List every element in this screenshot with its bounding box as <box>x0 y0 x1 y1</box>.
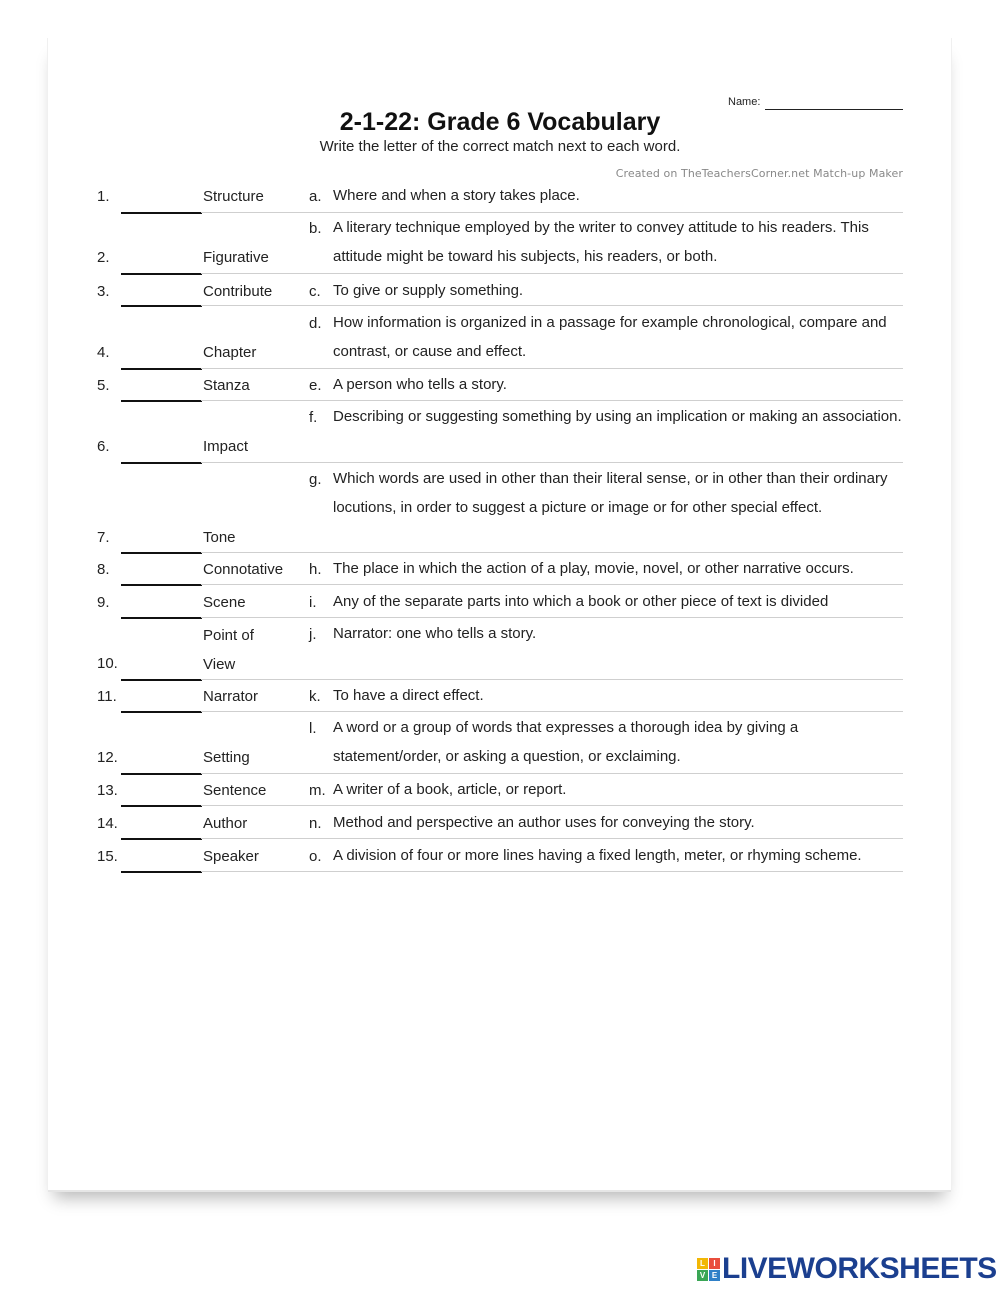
brand-block: E <box>709 1270 720 1281</box>
definition-letter: f. <box>309 409 318 426</box>
item-number: 7. <box>97 529 110 546</box>
vocab-word: Chapter <box>203 344 257 361</box>
answer-blank[interactable] <box>121 462 202 464</box>
row-divider <box>201 617 903 618</box>
definition-text: A word or a group of words that expresses a thorough idea by giving a statement/order, or asking a question, or exclaiming. <box>333 719 799 765</box>
definition-letter: i. <box>309 594 317 611</box>
vocab-word: Figurative <box>203 249 269 266</box>
item-number: 15. <box>97 848 118 865</box>
row-divider <box>201 838 903 839</box>
answer-blank[interactable] <box>121 212 202 214</box>
definition-text: Narrator: one who tells a story. <box>333 625 537 642</box>
item-number: 2. <box>97 249 110 266</box>
vocab-word: Author <box>203 815 248 832</box>
item-number: 3. <box>97 283 110 300</box>
vocab-word: Scene <box>203 594 246 611</box>
answer-blank[interactable] <box>121 773 202 775</box>
brand-name: LIVEWORKSHEETS <box>722 1252 997 1285</box>
item-number: 11. <box>97 688 117 705</box>
row-divider <box>201 773 903 774</box>
row-divider <box>201 552 903 553</box>
item-number: 9. <box>97 594 110 611</box>
vocab-word: Connotative <box>203 561 284 578</box>
definition-letter: j. <box>309 626 317 643</box>
definition-text: Which words are used in other than their literal sense, or in other than their ordinary locutions, in order to suggest a picture or image or for other special effect. <box>333 470 888 516</box>
credit-text: Created on TheTeachersCorner.net Match-up Maker <box>615 167 903 180</box>
answer-blank[interactable] <box>121 805 202 807</box>
brand-blocks-icon <box>697 1258 720 1281</box>
definition-letter: m. <box>309 782 326 799</box>
item-number: 8. <box>97 561 110 578</box>
definition-letter: e. <box>309 377 322 394</box>
answer-blank[interactable] <box>121 584 202 586</box>
vocab-word: Setting <box>203 749 250 766</box>
vocab-word: Speaker <box>203 848 259 865</box>
item-number: 14. <box>97 815 118 832</box>
answer-blank[interactable] <box>121 838 202 840</box>
definition-text: To have a direct effect. <box>333 687 484 704</box>
definition-text: A writer of a book, article, or report. <box>333 781 567 798</box>
definition-letter: b. <box>309 220 322 237</box>
definition-letter: c. <box>309 283 321 300</box>
item-number: 4. <box>97 344 110 361</box>
brand-block: L <box>697 1258 708 1269</box>
row-divider <box>201 273 903 274</box>
definition-text: Where and when a story takes place. <box>333 187 580 204</box>
definition-letter: l. <box>309 720 317 737</box>
vocab-word: Structure <box>203 188 264 205</box>
definition-text: Method and perspective an author uses for conveying the story. <box>333 814 755 831</box>
item-number: 12. <box>97 749 118 766</box>
answer-blank[interactable] <box>121 871 202 873</box>
vocab-word: Narrator <box>203 688 259 705</box>
item-number: 10. <box>97 655 118 672</box>
vocab-word: Sentence <box>203 782 267 799</box>
vocab-word: Impact <box>203 438 249 455</box>
vocab-word: Point of View <box>203 627 254 673</box>
answer-blank[interactable] <box>121 552 202 554</box>
item-number: 5. <box>97 377 110 394</box>
answer-blank[interactable] <box>121 400 202 402</box>
row-divider <box>201 305 903 306</box>
answer-blank[interactable] <box>121 273 202 275</box>
item-number: 13. <box>97 782 118 799</box>
row-divider <box>201 871 903 872</box>
item-number: 6. <box>97 438 110 455</box>
name-label: Name: <box>728 96 761 108</box>
answer-blank[interactable] <box>121 679 202 681</box>
definition-text: Any of the separate parts into which a book or other piece of text is divided <box>333 593 829 610</box>
row-divider <box>201 400 903 401</box>
answer-blank[interactable] <box>121 305 202 307</box>
definition-text: The place in which the action of a play, movie, novel, or other narrative occurs. <box>333 560 854 577</box>
vocab-word: Tone <box>203 529 236 546</box>
row-divider <box>201 584 903 585</box>
row-divider <box>201 711 903 712</box>
row-divider <box>201 368 903 369</box>
definition-text: Describing or suggesting something by using an implication or making an association. <box>333 408 902 425</box>
worksheet-instructions: Write the letter of the correct match next to each word. <box>319 138 681 155</box>
vocab-word: Stanza <box>203 377 250 394</box>
brand-block: V <box>697 1270 708 1281</box>
definition-letter: a. <box>309 188 322 205</box>
definition-text: How information is organized in a passage for example chronological, compare and contrast, or cause and effect. <box>333 314 887 360</box>
definition-text: To give or supply something. <box>333 282 524 299</box>
definition-letter: g. <box>309 471 322 488</box>
definition-letter: d. <box>309 315 322 332</box>
item-number: 1. <box>97 188 110 205</box>
definition-letter: o. <box>309 848 322 865</box>
definition-letter: n. <box>309 815 322 832</box>
worksheet-title: 2-1-22: Grade 6 Vocabulary <box>339 108 661 136</box>
definition-text: A person who tells a story. <box>333 376 507 393</box>
definition-text: A literary technique employed by the writer to convey attitude to his readers. This attitude might be toward his subjects, his readers, or both. <box>333 219 869 265</box>
answer-blank[interactable] <box>121 617 202 619</box>
answer-blank[interactable] <box>121 368 202 370</box>
definition-text: A division of four or more lines having a fixed length, meter, or rhyming scheme. <box>333 847 862 864</box>
answer-blank[interactable] <box>121 711 202 713</box>
row-divider <box>201 805 903 806</box>
row-divider <box>201 679 903 680</box>
definition-letter: k. <box>309 688 321 705</box>
brand-block: I <box>709 1258 720 1269</box>
definition-letter: h. <box>309 561 322 578</box>
vocab-word: Contribute <box>203 283 273 300</box>
row-divider <box>201 462 903 463</box>
brand-logo <box>697 1251 997 1287</box>
